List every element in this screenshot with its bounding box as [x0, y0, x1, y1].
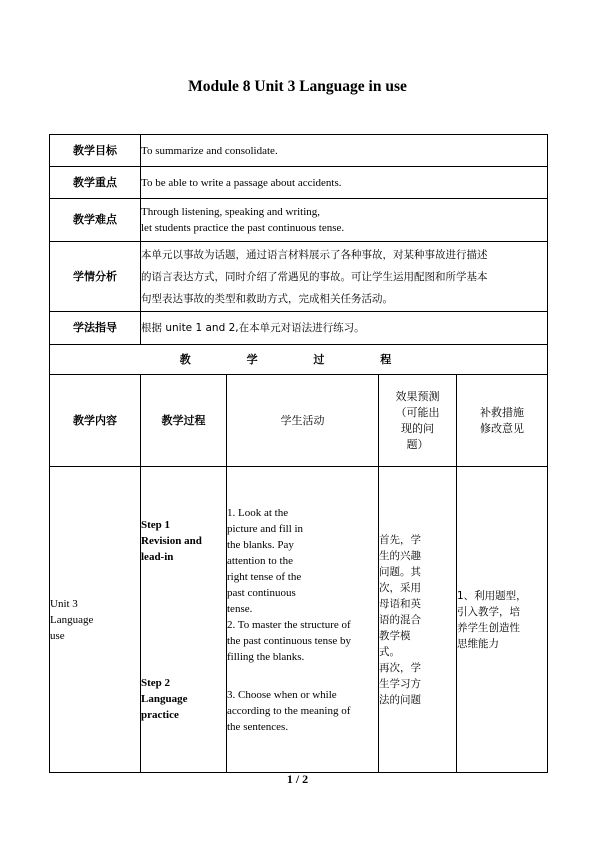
section-row	[50, 345, 548, 375]
text-line: past continuous	[227, 586, 296, 599]
text-line: 法的问题	[379, 693, 421, 706]
text-line: 教学模	[379, 629, 411, 642]
text-line: 效果预测	[395, 389, 440, 403]
row-label: 学法指导	[50, 312, 141, 345]
text-line: 3. Choose when or while	[227, 688, 337, 701]
text-line: 式。	[379, 645, 400, 658]
text-line: 生的兴趣	[379, 549, 421, 562]
step-line: Step 2	[141, 676, 171, 689]
text-line: the sentences.	[227, 720, 289, 733]
text-line: attention to the	[227, 554, 293, 567]
row-value: To be able to write a passage about accidents.	[141, 167, 548, 199]
row-label: 学情分析	[50, 242, 141, 312]
text-line: 句型表达事故的类型和救助方式，完成相关任务活动。	[141, 292, 393, 305]
text-line: 语的混合	[379, 613, 421, 626]
text-line: 思维能力	[457, 637, 499, 650]
row-value: 根据 unite 1 and 2,在本单元对语法进行练习。	[141, 312, 548, 345]
info-row	[50, 199, 548, 242]
text-line: 的语言表达方式，同时介绍了常遇见的事故。可让学生运用配图和所学基本	[141, 270, 488, 283]
text-line: 养学生创造性	[457, 621, 520, 634]
header-remedy	[457, 375, 548, 467]
text-line: 次，采用	[379, 581, 421, 594]
text-line: 题）	[406, 437, 429, 451]
text-line: 现的问	[401, 421, 434, 435]
text-line: 再次，学	[379, 661, 421, 674]
prediction-cell	[379, 467, 457, 773]
text-line: picture and fill in	[227, 522, 304, 535]
document-title: Module 8 Unit 3 Language in use	[188, 78, 407, 95]
text-line: 生学习方	[379, 677, 421, 690]
info-row	[50, 312, 548, 345]
header-procedure: 教学过程	[141, 375, 227, 467]
text-line: 首先，学	[379, 533, 421, 546]
row-label: 教学难点	[50, 199, 141, 242]
text-line: 修改意见	[480, 421, 524, 435]
step-line: Step 1	[141, 518, 171, 531]
text-line: 母语和英	[379, 597, 421, 610]
text-line: Unit 3	[50, 597, 78, 610]
text-line: 1. Look at the	[227, 506, 289, 519]
row-value: To summarize and consolidate.	[141, 135, 548, 167]
info-row	[50, 242, 548, 312]
row-label: 教学重点	[50, 167, 141, 199]
header-prediction	[379, 375, 457, 467]
info-row	[50, 167, 548, 199]
text-line: 补救措施	[480, 405, 524, 419]
activity-cell	[227, 467, 379, 773]
text-line: （可能出	[395, 405, 440, 419]
page-number: 1 / 2	[286, 772, 309, 786]
text-line: Through listening, speaking and writing,	[141, 206, 321, 218]
text-line: Language	[50, 613, 94, 626]
text-line: right tense of the	[227, 570, 302, 583]
text-line: 本单元以事故为话题，通过语言材料展示了各种事故，对某种事故进行描述	[141, 248, 488, 261]
text-line: 1、利用题型，	[457, 589, 527, 602]
text-line: 引入教学，培	[457, 605, 520, 618]
step-line: Language	[141, 692, 188, 705]
section-title: 教 学 过 程	[50, 345, 548, 375]
step-line: practice	[141, 708, 179, 721]
remedy-cell	[457, 467, 548, 773]
text-line: 2. To master the structure of	[227, 618, 351, 631]
row-value	[141, 199, 548, 242]
header-activity: 学生活动	[227, 375, 379, 467]
text-line: the past continuous tense by	[227, 634, 352, 647]
row-label: 教学目标	[50, 135, 141, 167]
text-line: 问题。其	[379, 565, 421, 578]
content-cell	[50, 467, 141, 773]
procedure-cell	[141, 467, 227, 773]
process-row	[50, 467, 548, 773]
text-line: the blanks. Pay	[227, 538, 294, 551]
process-header-row	[50, 375, 548, 467]
text-line: filling the blanks.	[227, 650, 305, 663]
text-line: according to the meaning of	[227, 704, 351, 717]
lesson-plan-table	[49, 134, 548, 773]
step-line: lead-in	[141, 550, 174, 563]
text-line: tense.	[227, 602, 253, 615]
step-line: Revision and	[141, 534, 202, 547]
text-line: let students practice the past continuous tense.	[141, 222, 345, 234]
header-content: 教学内容	[50, 375, 141, 467]
row-value	[141, 242, 548, 312]
text-line: use	[50, 629, 65, 642]
info-row	[50, 135, 548, 167]
